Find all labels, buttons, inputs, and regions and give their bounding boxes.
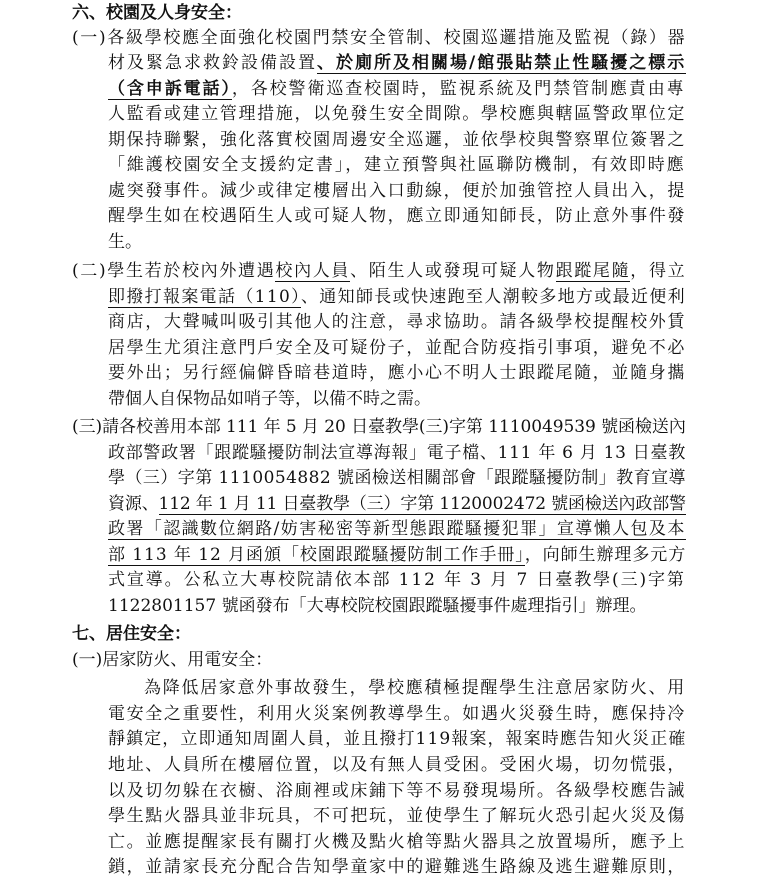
line-text: 資源、 [108,494,159,514]
document-line [108,442,686,468]
underlined-text: 跟蹤尾隨 [555,261,631,281]
line-text: (三)請各校善用本部 111 年 5 月 20 日臺教學(三)字第 1110049539 號函檢送內 [72,417,686,437]
document-line [144,677,686,703]
line-text: ，向師生辦理多元方 [524,545,687,565]
line-text: 七、居住安全： [72,624,191,644]
line-text: ，得立 [630,261,687,281]
line-text: ，各校警衛巡查校園時，監視系統及門禁管制應責由專 [231,79,686,99]
line-text: 以及切勿躲在衣櫥、浴廁裡或床鋪下等不易發現場所。各級學校應告誡 [108,781,686,801]
line-text: 地址、人員所在樓層位置，以及有無人員受困。受困火場，切勿慌張， [108,755,686,775]
document-line [108,518,686,544]
underlined-text: （含申訴電話） [108,79,232,99]
document-line [108,831,686,857]
line-text: 鎖，並請家長充分配合告知學童家中的避難逃生路線及逃生避難原則， [108,857,686,877]
line-text: 式宣導。公私立大專校院請依本部 112 年 3 月 7 日臺教學(三)字第 [108,570,686,590]
document-line [108,362,686,388]
document-line [108,728,686,754]
underlined-text: 部 113 年 12 月函頒「校園跟蹤騷擾防制工作手冊」 [108,545,525,565]
line-text: 要外出；另行經偏僻昏暗巷道時，應小心不明人士跟蹤尾隨，並隨身攜 [108,363,686,383]
line-text: 醒學生如在校遇陌生人或可疑人物，應立即通知師長，防止意外事件發 [108,206,686,226]
document-line [108,805,686,831]
document-line [108,311,686,337]
line-text: 處突發事件。減少或律定樓層出入口動線，便於加強管控人員出入，提 [108,181,686,201]
underlined-text: 政署「認識數位網路/妨害秘密等新型態跟蹤騷擾犯罪」宣導懶人包及本 [108,519,686,539]
line-text: 期保持聯繫，強化落實校園周邊安全巡邏，並依學校與警察單位簽署之 [108,130,686,150]
document-line [72,27,686,53]
line-text: 商店，大聲喊叫吸引其他人的注意，尋求協助。請各級學校提醒校外賃 [108,312,686,332]
document-line [108,569,686,595]
document-line [108,231,142,257]
document-line [108,205,686,231]
document-line [108,337,686,363]
underlined-text: 即撥打報案電話（110） [108,287,301,307]
line-text: 材及緊急求救鈴設備設置 [108,53,317,73]
document-line [72,260,686,286]
line-text: 為降低居家意外事故發生，學校應積極提醒學生注意居家防火、用 [144,678,686,698]
line-text: 、陌生人或發現可疑人物 [350,261,556,281]
document-line [108,286,686,312]
line-text: 「維護校園安全支援約定書」，建立預警與社區聯防機制，有效即時應 [108,155,686,175]
document-line [108,103,686,129]
document-line [108,493,686,519]
document-line [108,754,686,780]
document-line [108,856,686,882]
section-heading [72,2,242,28]
underlined-text: 112 年 1 月 11 日臺教學（三）字第 1120002472 號函檢送內政部警 [158,494,686,514]
line-text: 居學生尤須注意門戶安全及可疑份子，並配合防疫指引事項，避免不必 [108,338,686,358]
line-text: 靜鎮定，立即通知周圍人員，並且撥打119報案，報案時應告知火災正確 [108,729,687,749]
line-text: 政部警政署「跟蹤騷擾防制法宣導海報」電子檔、111 年 6 月 13 日臺教 [108,443,686,463]
document-line [108,544,686,570]
line-text: 亡。並應提醒家長有關打火機及點火槍等點火器具之放置場所，應予上 [108,832,686,852]
line-text: 學生點火器具並非玩具，不可把玩，並使學生了解玩火恐引起火災及傷 [108,806,686,826]
document-line [108,154,686,180]
line-text: 人監看或建立管理措施，以免發生安全間隙。學校應與轄區警政單位定 [108,104,686,124]
underlined-text: 校內人員 [275,261,351,281]
section-heading [72,623,191,649]
line-text: 六、校園及人身安全： [72,3,242,23]
line-text: 、通知師長或快速跑至人潮較多地方或最近便利 [300,287,686,307]
line-text: (一)居家防火、用電安全： [72,650,273,670]
document-line [108,595,647,621]
document-line [108,78,686,104]
line-text: 1122801157 號函發布「大專校院校園跟蹤騷擾事件處理指引」辦理。 [108,596,647,616]
line-text: 學（三）字第 1110054882 號函檢送相關部會「跟蹤騷擾防制」教育宣導 [108,468,686,488]
document-line [108,52,686,78]
line-text: 電安全之重要性，利用火災案例教導學生。如遇火災發生時，應保持冷 [108,704,686,724]
line-text: 生。 [108,232,142,252]
document-line [108,780,686,806]
document-line [72,649,272,675]
line-text: (二)學生若於校內外遭遇 [72,261,276,281]
line-text: (一)各級學校應全面強化校園門禁安全管制、校園巡邏措施及監視（錄）器 [72,28,687,48]
line-text: 帶個人自保物品如哨子等，以備不時之需。 [108,389,431,409]
document-line [108,703,686,729]
document-line [108,129,686,155]
document-line [108,388,431,414]
document-line [108,467,686,493]
document-line [72,416,686,442]
underlined-text: 、於廁所及相關場/館張貼禁止性騷擾之標示 [317,53,687,73]
document-line [108,180,686,206]
